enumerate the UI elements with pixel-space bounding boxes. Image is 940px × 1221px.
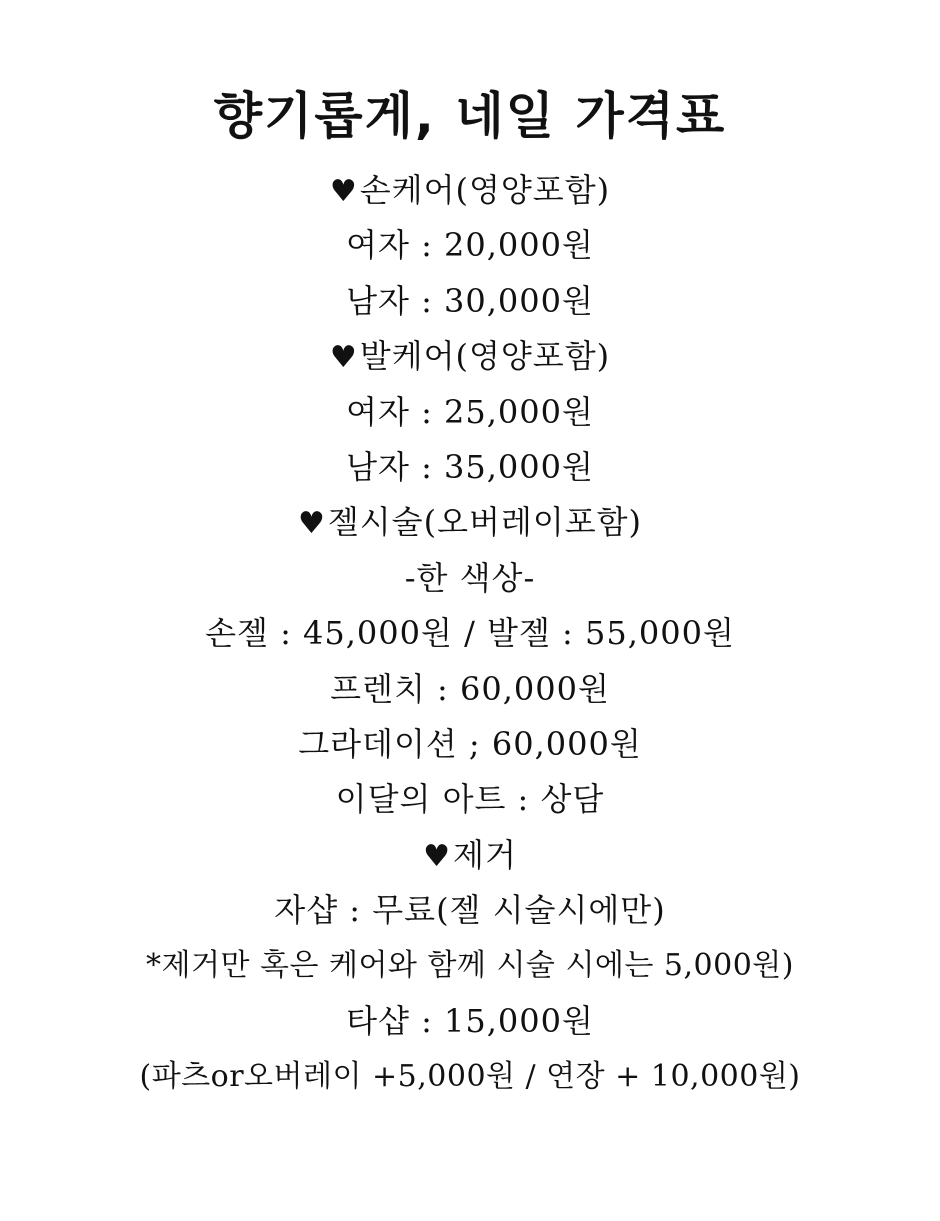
foot-care-heading-label: 발케어(영양포함): [359, 337, 611, 376]
gel-french-price: 프렌치 : 60,000원: [330, 669, 610, 708]
foot-care-heading: [0, 329, 940, 384]
gel-heading: [0, 495, 940, 550]
heart-icon: ♥: [297, 506, 326, 542]
gel-subheading: -한 색상-: [404, 558, 536, 597]
removal-heading: [0, 828, 940, 883]
removal-own-shop-note: *제거만 혹은 케어와 함께 시술 시에는 5,000원): [146, 948, 794, 984]
heart-icon: ♥: [423, 838, 452, 874]
foot-care-women-price: 여자 : 25,000원: [346, 392, 594, 431]
removal-extras-price: (파츠or오버레이 +5,000원 / 연장 + 10,000원): [139, 1059, 801, 1095]
hand-care-men-price: 남자 : 30,000원: [346, 281, 594, 320]
gel-gradation-price: 그라데이션 ; 60,000원: [298, 724, 642, 763]
gel-monthly-art-price: 이달의 아트 : 상담: [335, 780, 605, 819]
gel-heading-label: 젤시술(오버레이포함): [327, 503, 643, 542]
gel-hand-foot-price: 손젤 : 45,000원 / 발젤 : 55,000원: [205, 614, 735, 653]
heart-icon: ♥: [329, 340, 358, 376]
removal-heading-label: 제거: [453, 835, 517, 874]
page-title: 향기롭게, 네일 가격표: [213, 87, 727, 145]
foot-care-men-price: 남자 : 35,000원: [346, 447, 594, 486]
price-list: [0, 163, 940, 1105]
hand-care-heading-label: 손케어(영양포함): [359, 171, 611, 209]
hand-care-women-price: 여자 : 20,000원: [346, 226, 594, 265]
removal-other-shop-price: 타샵 : 15,000원: [346, 1001, 594, 1040]
removal-own-shop-price: 자샵 : 무료(젤 시술시에만): [274, 891, 666, 930]
hand-care-heading: [0, 163, 940, 218]
heart-icon: ♥: [329, 174, 358, 209]
